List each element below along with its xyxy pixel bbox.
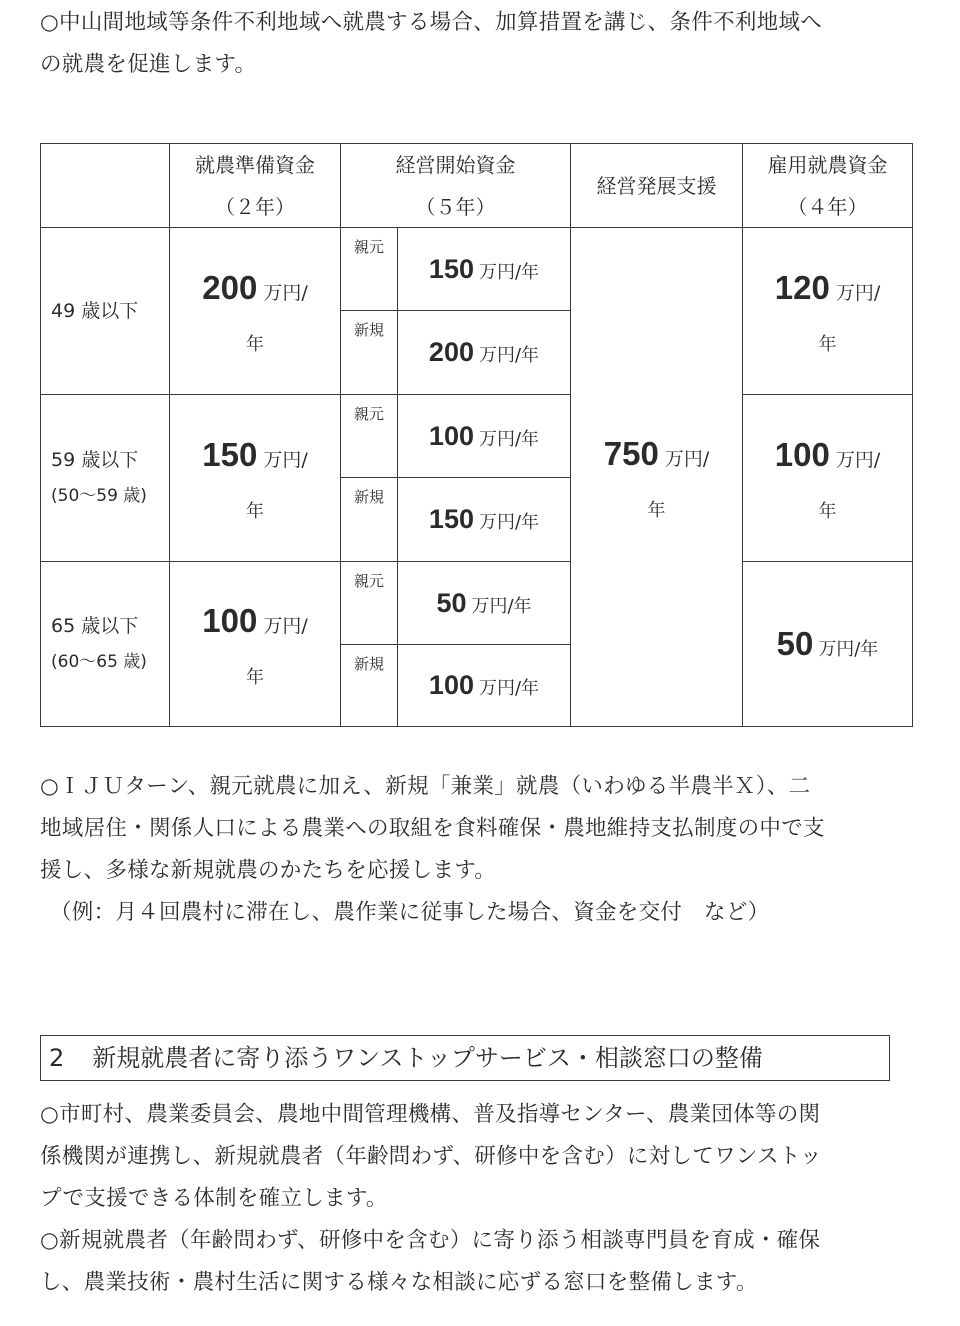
amount-value: 100 [428,670,474,700]
body-line: し、農業技術・農村生活に関する様々な相談に応ずる窓口を整備します。 [40,1270,758,1295]
amount-unit: 万円/年 [478,428,540,450]
family-label-cell [340,561,398,645]
header-period: （２年） [215,194,295,219]
amount-unit: 万円/年 [818,639,879,660]
support-line: 地域居住・関係人口による農業への取組を食料確保・農地維持支払制度の中で支 [40,816,825,841]
age-label: 49 歳以下 [51,300,139,322]
amount-year: 年 [246,501,264,522]
age-cell [40,394,170,562]
amount-value: 200 [428,337,474,367]
start-family-amount-cell [397,561,571,645]
amount-value: 150 [428,253,474,284]
start-new-amount-cell [397,310,571,395]
header-development-support [570,143,743,228]
amount-value: 150 [428,504,474,534]
section-2-body [40,1094,920,1304]
family-label: 親元 [353,572,384,590]
amount-value: 50 [436,587,467,618]
family-label: 親元 [353,405,384,423]
intro-line: ○中山間地域等条件不利地域へ就農する場合、加算措置を講じ、条件不利地域へ [40,10,823,35]
new-label: 新規 [353,321,384,339]
section-number: 2 [49,1044,65,1072]
intro-paragraph [40,2,920,86]
support-example-note: （例：月４回農村に滞在し、農作業に従事した場合、資金を交付 など） [50,900,770,925]
age-cell [40,561,170,727]
preparation-amount-cell [169,561,341,727]
amount-unit: 万円/ [664,448,710,470]
header-corner-cell [40,143,170,228]
amount-unit: 万円/ [835,449,881,471]
amount-value: 100 [774,436,830,473]
development-amount-cell [570,227,743,727]
amount-unit: 万円/ [263,615,308,637]
amount-unit: 万円/ [835,282,881,304]
header-title: 経営開始資金 [395,152,516,177]
header-period: （５年） [415,194,496,219]
amount-value: 100 [428,420,474,451]
amount-value: 100 [202,602,258,639]
section-title: 新規就農者に寄り添うワンストップサービス・相談窓口の整備 [92,1044,763,1072]
support-paragraph [40,766,920,934]
age-range: (60～65 歳) [51,652,147,672]
body-line: ○市町村、農業委員会、農地中間管理機構、普及指導センター、農業団体等の関 [40,1102,821,1127]
amount-unit: 万円/年 [478,678,540,699]
support-line: 援し、多様な新規就農のかたちを応援します。 [40,858,497,883]
employment-amount-cell [742,561,913,727]
amount-value: 150 [202,436,258,473]
amount-year: 年 [818,334,837,355]
header-period: （４年） [787,194,868,219]
header-title: 雇用就農資金 [767,152,888,177]
header-title: 経営発展支援 [596,173,717,198]
employment-amount-cell [742,227,913,395]
amount-unit: 万円/年 [478,512,540,533]
body-line: 係機関が連携し、新規就農者（年齢問わず、研修中を含む）に対してワンストッ [40,1144,822,1169]
age-cell [40,227,170,395]
amount-value: 120 [774,269,830,306]
support-line: ○ＩＪＵターン、親元就農に加え、新規「兼業」就農（いわゆる半農半Ｘ）、二 [40,774,811,799]
employment-amount-cell [742,394,913,562]
preparation-amount-cell [169,227,341,395]
amount-value: 750 [603,435,659,472]
amount-unit: 万円/ [263,449,308,471]
family-label-cell [340,394,398,478]
amount-unit: 万円/年 [471,595,532,617]
intro-line: の就農を促進します。 [40,52,257,77]
start-new-amount-cell [397,644,571,727]
header-title: 就農準備資金 [195,152,315,177]
age-label: 59 歳以下 [51,449,139,471]
header-employment-fund [742,143,913,228]
new-label-cell [340,644,398,727]
start-family-amount-cell [397,227,571,311]
header-preparation-fund [169,143,341,228]
section-2-heading [40,1035,890,1081]
subsidy-table [40,143,913,727]
amount-year: 年 [818,501,837,522]
body-line: プで支援できる体制を確立します。 [40,1186,388,1211]
new-label: 新規 [353,655,384,673]
amount-year: 年 [246,667,264,688]
amount-value: 200 [202,269,258,306]
preparation-amount-cell [169,394,341,562]
amount-year: 年 [647,500,666,521]
start-family-amount-cell [397,394,571,478]
family-label: 親元 [353,238,384,256]
amount-unit: 万円/ [263,282,308,304]
amount-value: 50 [776,625,814,662]
amount-year: 年 [246,334,264,355]
new-label: 新規 [353,488,384,506]
body-line: ○新規就農者（年齢問わず、研修中を含む）に寄り添う相談専門員を育成・確保 [40,1228,821,1253]
amount-unit: 万円/年 [478,261,540,283]
age-range: (50～59 歳) [51,486,147,506]
new-label-cell [340,310,398,395]
new-label-cell [340,477,398,562]
family-label-cell [340,227,398,311]
amount-unit: 万円/年 [478,345,540,366]
age-label: 65 歳以下 [51,615,139,637]
start-new-amount-cell [397,477,571,562]
header-start-fund [340,143,571,228]
